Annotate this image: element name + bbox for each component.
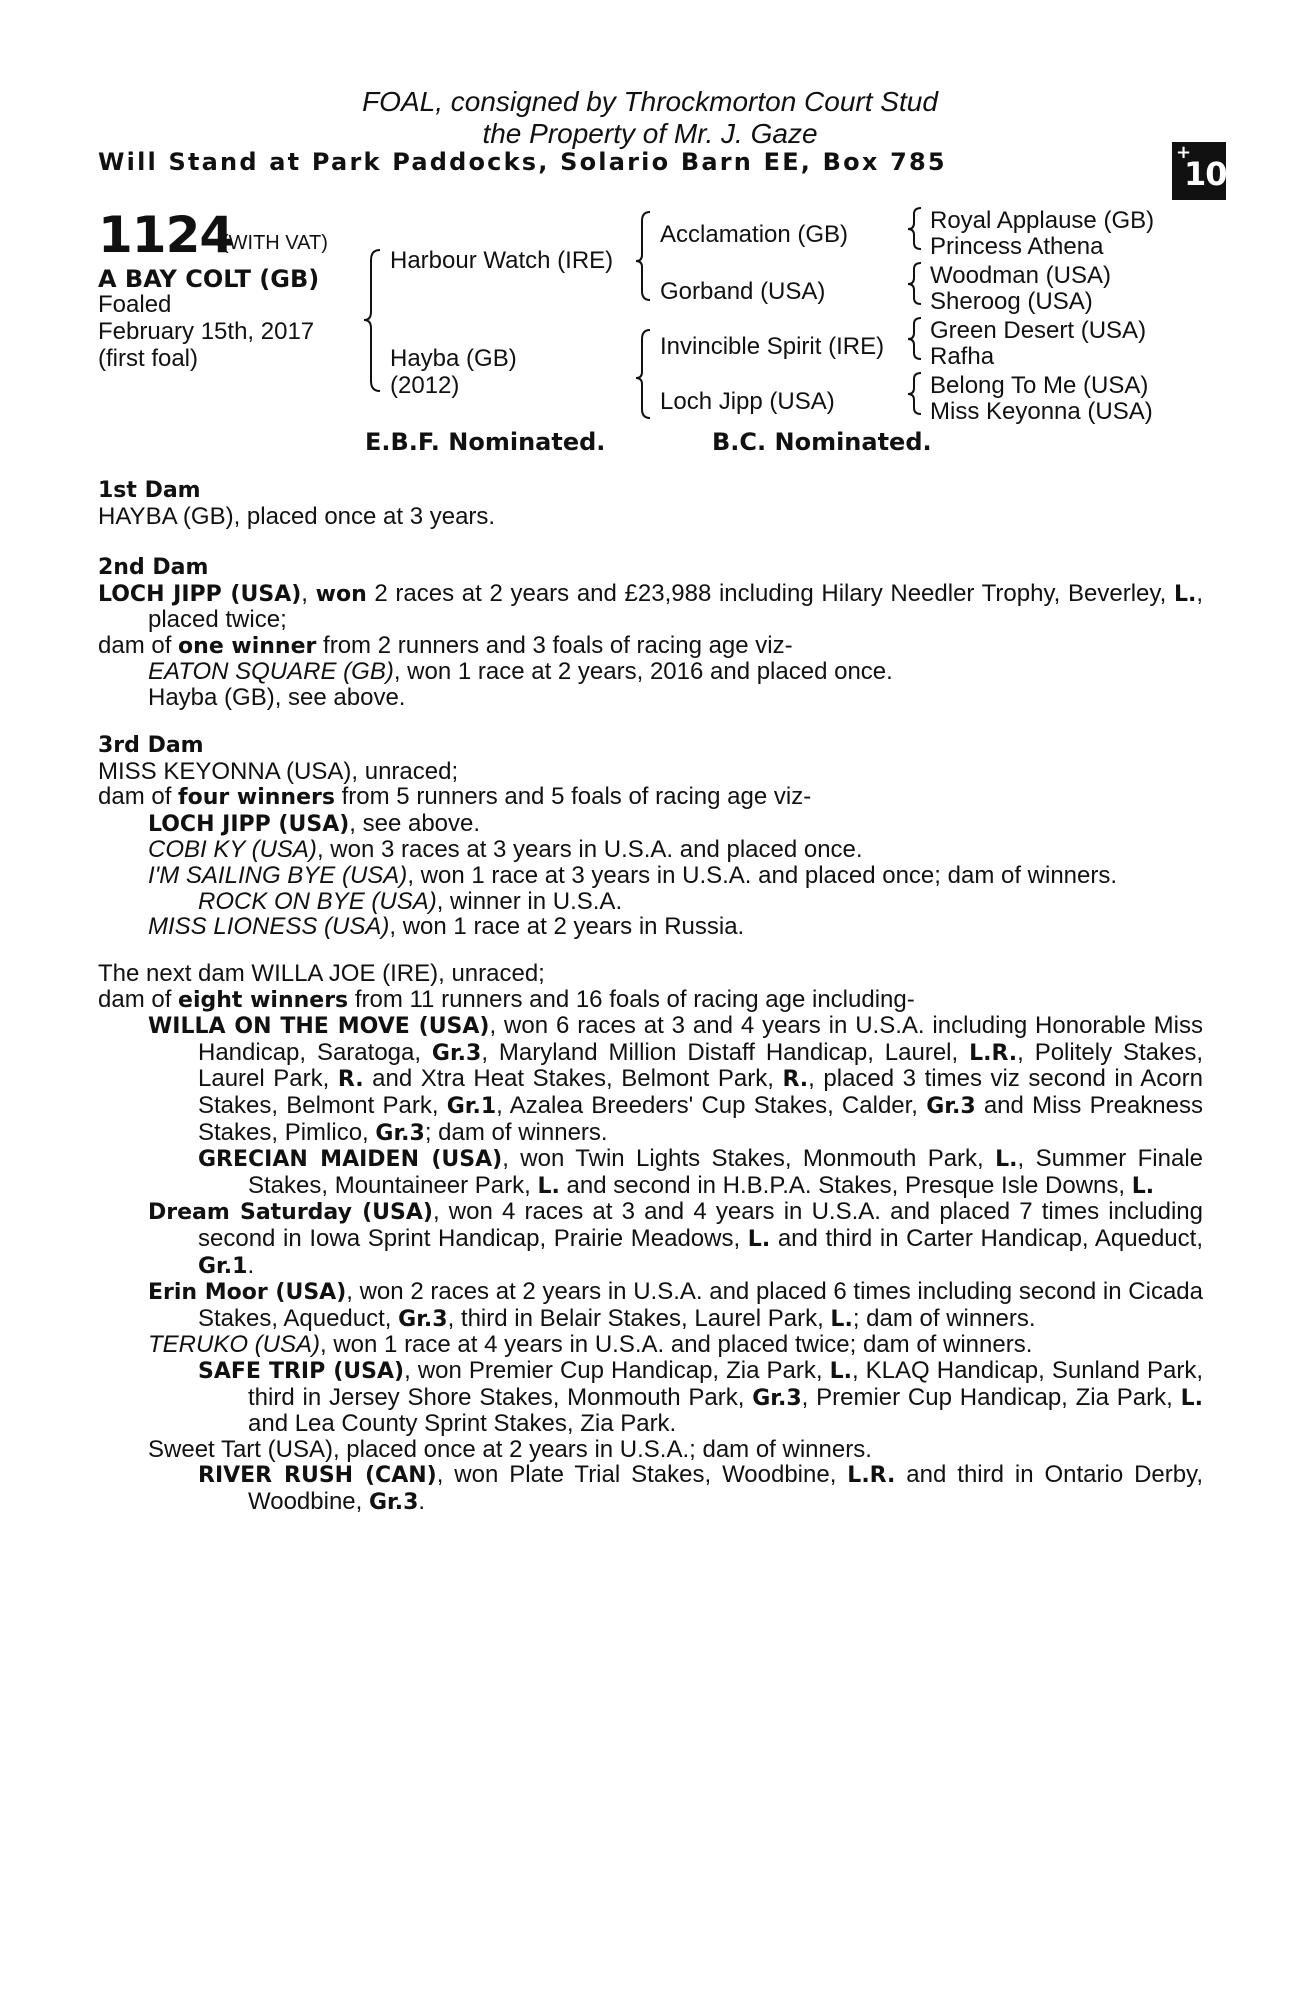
second-dam-heading: 2nd Dam (98, 555, 209, 580)
next-dam-produce-safe-trip (198, 1358, 1203, 1437)
next-dam-produce-grecian-maiden (198, 1146, 1203, 1199)
next-dam-produce-river-rush (198, 1462, 1203, 1515)
second-dam-produce-1 (98, 659, 1203, 685)
produce-text: , won Twin Lights Stakes, Monmouth Park, (502, 1145, 996, 1173)
grade-marker: Gr.3 (368, 1489, 419, 1515)
produce-text: and Xtra Heat Stakes, Belmont Park, (363, 1065, 783, 1093)
next-dam-produce-willa-on-the-move (148, 1013, 1203, 1146)
first-foal-note: (first foal) (98, 345, 199, 372)
third-dam-produce-5 (98, 914, 1203, 940)
grade-marker: R. (337, 1067, 364, 1093)
third-dam-produce-4 (98, 889, 1203, 915)
foaled-label: Foaled (98, 291, 172, 318)
second-dam-won: won (315, 581, 367, 607)
produce-text: , Politely Stakes, Laurel Park, (198, 1038, 1203, 1093)
foaled-date: February 15th, 2017 (98, 318, 315, 345)
pedigree-dam-year: (2012) (390, 372, 460, 399)
grade-marker: Gr.3 (398, 1306, 448, 1332)
next-dam-section (98, 961, 1203, 1515)
produce-text: , won 6 races at 3 and 4 years in U.S.A. including Honorable Miss Handicap, Saratoga, (198, 1012, 1204, 1066)
stand-location: Will Stand at Park Paddocks, Solario Barn EE, Box 785 (98, 148, 947, 176)
grade-marker: L. (830, 1306, 853, 1332)
produce-text: , won Premier Cup Handicap, Zia Park, (404, 1356, 830, 1384)
grade-marker: L. (829, 1358, 852, 1384)
produce-text: , third in Belair Stakes, Laurel Park, (447, 1304, 831, 1332)
produce-name: SAFE TRIP (USA) (198, 1358, 405, 1384)
produce-name: Erin Moor (USA) (148, 1280, 347, 1306)
produce-text: , won 1 race at 2 years, 2016 and placed once. (393, 658, 893, 686)
produce-text: and second in H.B.P.A. Stakes, Presque Isle Downs, (559, 1171, 1132, 1199)
third-dam-produce-1 (98, 811, 1203, 838)
ebf-nominated: E.B.F. Nominated. (365, 428, 606, 456)
pedigree-dam: Hayba (GB) (390, 345, 517, 372)
produce-name: LOCH JIPP (USA) (148, 811, 350, 837)
next-dam-produce-summary (98, 987, 1203, 1014)
third-dam-dam-of: dam of (98, 783, 179, 811)
third-dam-produce-3 (98, 863, 1203, 889)
grade-marker: Gr.3 (926, 1093, 976, 1119)
produce-text: and third in Ontario Derby, Woodbine, (248, 1461, 1203, 1515)
produce-text: , Maryland Million Distaff Handicap, Laurel, (481, 1038, 970, 1066)
next-dam-produce-dream-saturday (148, 1199, 1203, 1279)
second-dam-produce-2: Hayba (GB), see above. (148, 683, 406, 711)
second-dam-name: LOCH JIPP (USA) (98, 581, 302, 607)
produce-text: ; dam of winners. (424, 1118, 608, 1146)
pedigree-g3-3: Woodman (USA) (930, 262, 1111, 289)
bc-nominated: B.C. Nominated. (712, 428, 932, 456)
second-dam-dam-of: dam of (98, 631, 179, 659)
consignor-line-2: the Property of Mr. J. Gaze (482, 118, 818, 149)
produce-name: I'M SAILING BYE (USA) (148, 861, 408, 889)
second-dam-text-2: , placed twice; (148, 579, 1203, 634)
next-dam-winners: eight winners (178, 987, 349, 1013)
third-dam-winners: four winners (178, 785, 335, 811)
pedigree-g3-5: Green Desert (USA) (930, 317, 1147, 344)
pedigree-g3-4: Sheroog (USA) (930, 288, 1093, 315)
grade-marker: L. (747, 1226, 771, 1252)
produce-text: . (418, 1487, 426, 1515)
badge-plus: + (1176, 142, 1192, 163)
lot-number: 1124 (98, 206, 234, 264)
pedigree-g3-7: Belong To Me (USA) (930, 372, 1149, 399)
pedigree-g3-1: Royal Applause (GB) (930, 207, 1155, 234)
second-dam-runners: from 2 runners and 3 foals of racing age viz- (316, 631, 793, 659)
second-dam-section (98, 555, 1203, 711)
next-dam-produce-sweet-tart: Sweet Tart (USA), placed once at 2 years in U.S.A.; dam of winners. (148, 1435, 872, 1463)
grade-marker: L. (1131, 1173, 1155, 1199)
produce-text: , Azalea Breeders' Cup Stakes, Calder, (496, 1091, 927, 1119)
first-dam-heading: 1st Dam (98, 478, 201, 503)
grade-marker: Gr.1 (446, 1093, 497, 1119)
produce-text: , KLAQ Handicap, Sunland Park, third in Jersey Shore Stakes, Monmouth Park, (248, 1356, 1203, 1411)
grade-marker: Gr.3 (752, 1385, 802, 1411)
third-dam-runners: from 5 runners and 5 foals of racing age viz- (334, 783, 812, 811)
next-dam-line: The next dam WILLA JOE (IRE), unraced; (98, 960, 545, 987)
produce-text: , won 4 races at 3 and 4 years in U.S.A. and placed 7 times including second in Iowa Sprint Handicap, Prairie Meadows, (198, 1198, 1203, 1252)
pedigree-dam-dam: Loch Jipp (USA) (660, 388, 835, 415)
produce-name: Dream Saturday (USA) (148, 1200, 433, 1226)
produce-name: ROCK ON BYE (USA) (198, 887, 437, 915)
second-dam-produce-summary (98, 633, 1203, 660)
produce-text: , winner in U.S.A. (436, 887, 623, 915)
consignor-line-1: FOAL, consigned by Throckmorton Court Stud (362, 86, 938, 117)
second-dam-text-1: 2 races at 2 years and £23,988 including Hilary Needler Trophy, Beverley, (366, 579, 1174, 607)
next-dam-produce-teruko (148, 1332, 1203, 1358)
next-dam-dam-of: dam of (98, 985, 179, 1013)
second-dam-listed: L. (1173, 581, 1197, 607)
third-dam-produce-2 (98, 837, 1203, 863)
produce-text: and Miss Preakness Stakes, Pimlico, (198, 1091, 1203, 1146)
third-dam-section (98, 733, 1203, 940)
lot-description: A BAY COLT (GB) (98, 265, 320, 293)
grade-marker: L. (537, 1173, 560, 1199)
next-dam-produce-erin-moor (148, 1279, 1203, 1332)
vat-note: (WITH VAT) (222, 232, 328, 254)
produce-text: and Lea County Sprint Stakes, Zia Park. (248, 1410, 677, 1438)
produce-name: RIVER RUSH (CAN) (198, 1463, 437, 1489)
produce-text: , placed 3 times viz second in Acorn Stakes, Belmont Park, (198, 1065, 1203, 1119)
produce-text: ; dam of winners. (852, 1304, 1036, 1332)
grade-marker: Gr.1 (198, 1253, 248, 1279)
first-dam-text: HAYBA (GB), placed once at 3 years. (98, 502, 496, 530)
produce-name: GRECIAN MAIDEN (USA) (198, 1147, 503, 1173)
next-dam-runners: from 11 runners and 16 foals of racing age including- (348, 985, 915, 1013)
produce-text: . (247, 1251, 255, 1279)
grade-marker: R. (782, 1067, 809, 1093)
second-dam-winners: one winner (178, 633, 317, 659)
grade-marker: L.R. (847, 1463, 896, 1489)
produce-text: , won 1 race at 2 years in Russia. (389, 913, 745, 941)
produce-text: , won 3 races at 3 years in U.S.A. and placed once. (316, 836, 863, 864)
badge-number: 10 (1184, 155, 1227, 193)
produce-name: EATON SQUARE (GB) (148, 658, 394, 686)
grade-marker: L. (995, 1147, 1018, 1173)
third-dam-produce-summary (98, 784, 1203, 811)
produce-text: , won 2 races at 2 years in U.S.A. and placed 6 times including second in Cicada Stakes, Aqueduct, (198, 1278, 1203, 1332)
pedigree-dam-sire: Invincible Spirit (IRE) (660, 333, 885, 360)
second-dam-record: LOCH JIPP (USA), won 2 races at 2 years and £23,988 including Hilary Needler Trophy, Beverley, L., placed twice; (98, 579, 1203, 634)
third-dam-line: MISS KEYONNA (USA), unraced; (98, 757, 459, 785)
produce-name: COBI KY (USA) (148, 836, 317, 864)
pedigree-sire-sire: Acclamation (GB) (660, 221, 849, 248)
produce-text: , Summer Finale Stakes, Mountaineer Park, (248, 1145, 1204, 1199)
grade-marker: L. (1180, 1385, 1204, 1411)
produce-name: TERUKO (USA) (148, 1331, 321, 1359)
grade-marker: Gr.3 (431, 1040, 482, 1066)
produce-name: MISS LIONESS (USA) (148, 913, 390, 941)
pedigree-sire: Harbour Watch (IRE) (390, 247, 614, 274)
pedigree-g3-2: Princess Athena (930, 233, 1104, 260)
first-dam-section (98, 478, 1203, 529)
third-dam-heading: 3rd Dam (98, 733, 204, 758)
produce-text: and third in Carter Handicap, Aqueduct, (770, 1224, 1203, 1252)
produce-text: , won Plate Trial Stakes, Woodbine, (436, 1461, 848, 1489)
grade-marker: Gr.3 (375, 1120, 425, 1146)
pedigree-sire-dam: Gorband (USA) (660, 278, 826, 305)
produce-text: , see above. (349, 809, 481, 837)
pedigree-g3-6: Rafha (930, 343, 995, 370)
grade-marker: L.R. (969, 1040, 1018, 1066)
produce-text: , Premier Cup Handicap, Zia Park, (801, 1383, 1181, 1411)
produce-text: , won 1 race at 3 years in U.S.A. and placed once; dam of winners. (407, 861, 1118, 889)
produce-text: , won 1 race at 4 years in U.S.A. and placed twice; dam of winners. (320, 1331, 1033, 1359)
produce-name: WILLA ON THE MOVE (USA) (148, 1014, 490, 1040)
pedigree-g3-8: Miss Keyonna (USA) (930, 398, 1153, 425)
